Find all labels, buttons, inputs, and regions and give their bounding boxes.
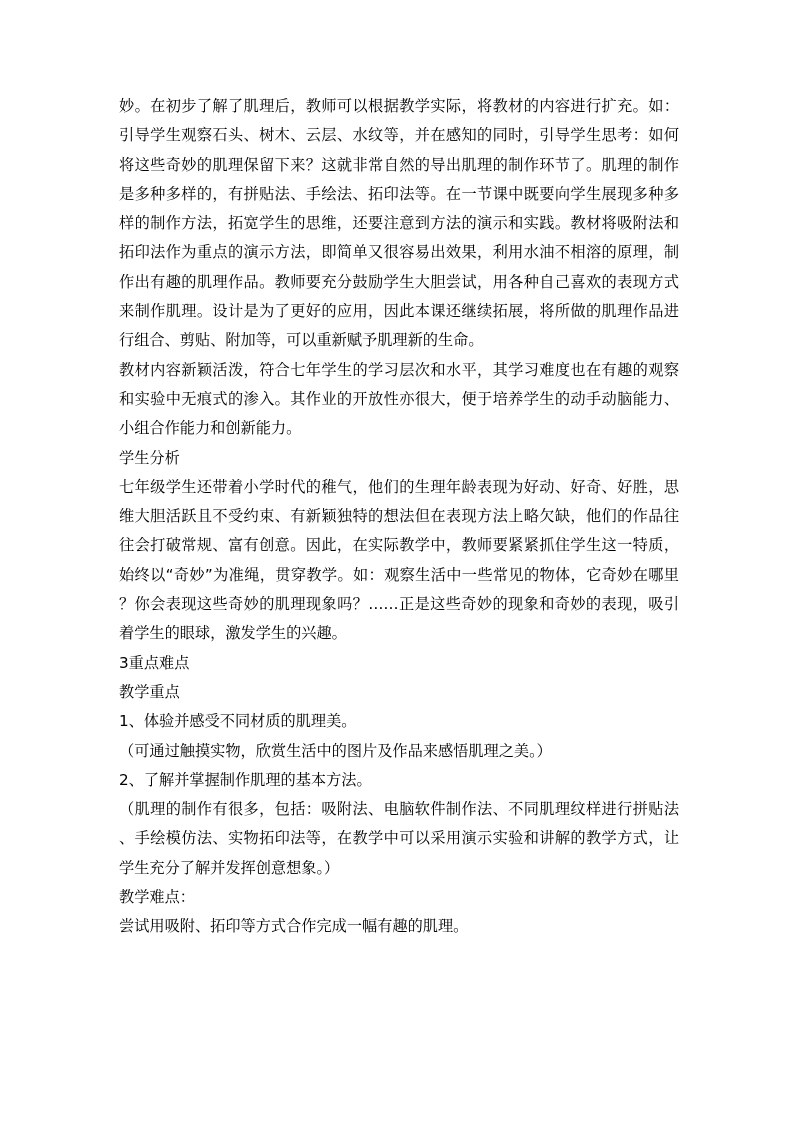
paragraph-textbook-content: 教材内容新颖活泼，符合七年学生的学习层次和水平，其学习难度也在有趣的观察和实验中无痕式的渗入。其作业的开放性亦很大，便于培养学生的动手动脑能力、小组合作能力和创新能力。 [119,360,679,438]
focus-item-1-note: （可通过触摸实物，欣赏生活中的图片及作品来感悟肌理之美。） [119,741,552,760]
document-page [119,92,679,942]
focus-item-2-note: （肌理的制作有很多，包括：吸附法、电脑软件制作法、不同肌理纹样进行拼贴法、手绘模仿法、实物拓印法等，在教学中可以采用演示实验和讲解的教学方式，让学生充分了解并发挥创意想象。） [119,800,679,877]
heading-teaching-difficulty: 教学难点： [119,888,195,907]
focus-item-1: 1、体验并感受不同材质的肌理美。 [119,712,357,731]
heading-student-analysis: 学生分析 [119,448,180,467]
paragraph-student-analysis: 七年级学生还带着小学时代的稚气，他们的生理年龄表现为好动、好奇、好胜，思维大胆活跃且不受约束、有新颖独特的想法但在表现方法上略欠缺，他们的作品往往会打破常规、富有创意。因此，在实际教学中，教师要紧紧抓住学生这一特质，始终以“奇妙”为准绳，贯穿教学。如：观察生活中一些常见的物体，它奇妙在哪里？你会表现这些奇妙的肌理现象吗？……正是这些奇妙的现象和奇妙的表现，吸引着学生的眼球，激发学生的兴趣。 [119,477,679,643]
difficulty-item: 尝试用吸附、拓印等方式合作完成一幅有趣的肌理。 [119,917,469,936]
paragraph-intro-continuation: 妙。在初步了解了肌理后，教师可以根据教学实际，将教材的内容进行扩充。如：引导学生观察石头、树木、云层、水纹等，并在感知的同时，引导学生思考：如何将这些奇妙的肌理保留下来？这就非常自然的导出肌理的制作环节了。肌理的制作是多种多样的，有拼贴法、手绘法、拓印法等。在一节课中既要向学生展现多种多样的制作方法，拓宽学生的思维，还要注意到方法的演示和实践。教材将吸附法和拓印法作为重点的演示方法，即简单又很容易出效果，利用水油不相溶的原理，制作出有趣的肌理作品。教师要充分鼓励学生大胆尝试，用各种自己喜欢的表现方式来制作肌理。设计是为了更好的应用，因此本课还继续拓展，将所做的肌理作品进行组合、剪贴、附加等，可以重新赋予肌理新的生命。 [119,97,679,350]
heading-key-difficult-points: 3重点难点 [119,653,190,672]
focus-item-2: 2、了解并掌握制作肌理的基本方法。 [119,770,372,789]
heading-teaching-focus: 教学重点 [119,682,180,701]
